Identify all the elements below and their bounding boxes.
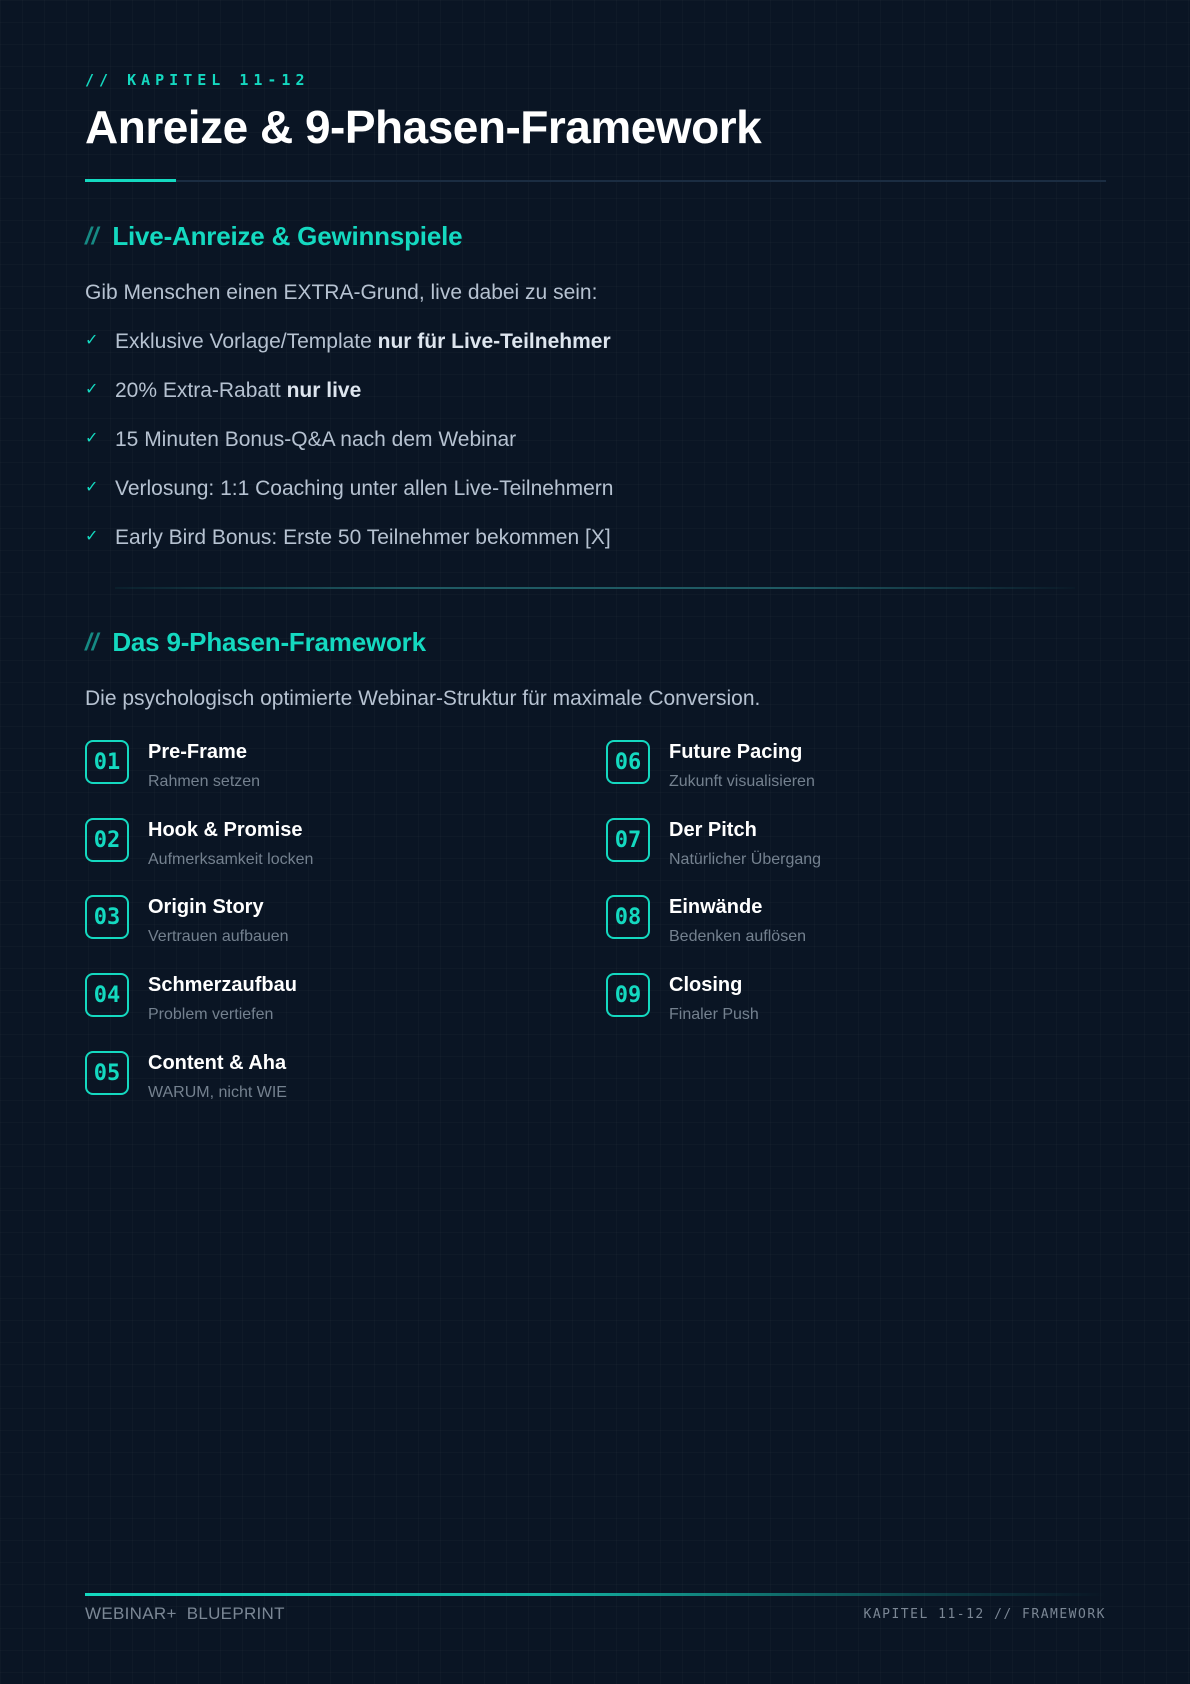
checklist-item-text: Early Bird Bonus: Erste 50 Teilnehmer bekommen [X] xyxy=(115,526,611,549)
phase-name: Content & Aha xyxy=(148,1052,287,1074)
phase-name: Origin Story xyxy=(148,896,264,918)
check-icon: ✓ xyxy=(85,528,99,545)
phase-description: Finaler Push xyxy=(669,1006,759,1023)
framework-heading xyxy=(85,627,426,658)
phase-item xyxy=(85,818,313,870)
framework-intro: Die psychologisch optimierte Webinar-Struktur für maximale Conversion. xyxy=(85,687,761,710)
footer-brand: WEBINAR+ BLUEPRINT xyxy=(85,1604,285,1623)
phase-number-badge: 03 xyxy=(85,895,129,939)
phase-number-badge: 07 xyxy=(606,818,650,862)
phase-description: Zukunft visualisieren xyxy=(669,773,815,790)
section-slash-icon: // xyxy=(85,222,99,250)
phase-number-badge: 02 xyxy=(85,818,129,862)
check-icon: ✓ xyxy=(85,332,99,349)
phase-number-badge: 06 xyxy=(606,740,650,784)
checklist-item-text: Verlosung: 1:1 Coaching unter allen Live-Teilnehmern xyxy=(115,477,614,500)
incentives-intro: Gib Menschen einen EXTRA-Grund, live dabei zu sein: xyxy=(85,281,598,304)
phase-number-badge: 08 xyxy=(606,895,650,939)
incentives-checklist xyxy=(85,330,613,575)
section-divider xyxy=(115,587,1075,589)
footer-section-label: KAPITEL 11-12 // FRAMEWORK xyxy=(863,1607,1106,1622)
incentives-heading xyxy=(85,221,462,252)
phase-description: WARUM, nicht WIE xyxy=(148,1084,287,1101)
phase-name: Einwände xyxy=(669,896,763,918)
check-icon: ✓ xyxy=(85,479,99,496)
phase-item xyxy=(85,973,297,1025)
phase-name: Der Pitch xyxy=(669,819,757,841)
checklist-item xyxy=(85,428,613,477)
checklist-item-text: 15 Minuten Bonus-Q&A nach dem Webinar xyxy=(115,428,517,451)
phase-item xyxy=(606,740,815,792)
phase-name: Closing xyxy=(669,974,743,996)
phase-description: Problem vertiefen xyxy=(148,1006,274,1023)
footer-divider xyxy=(85,1593,1106,1596)
checklist-item xyxy=(85,379,613,428)
check-icon: ✓ xyxy=(85,430,99,447)
section-slash-icon: // xyxy=(85,628,99,656)
phase-description: Aufmerksamkeit locken xyxy=(148,851,314,868)
checklist-item xyxy=(85,526,613,575)
page-title: Anreize & 9-Phasen-Framework xyxy=(85,101,762,153)
phase-name: Pre-Frame xyxy=(148,741,247,763)
check-icon: ✓ xyxy=(85,381,99,398)
phase-description: Rahmen setzen xyxy=(148,773,261,790)
phase-item xyxy=(85,740,260,792)
phase-description: Vertrauen aufbauen xyxy=(148,928,289,945)
phase-number-badge: 05 xyxy=(85,1051,129,1095)
phase-name: Hook & Promise xyxy=(148,819,303,841)
phase-item xyxy=(606,895,806,947)
incentives-title: Live-Anreize & Gewinnspiele xyxy=(112,221,463,251)
checklist-item xyxy=(85,477,613,526)
title-divider-accent xyxy=(85,179,176,182)
checklist-item-text: 20% Extra-Rabatt nur live xyxy=(115,379,362,402)
phase-item xyxy=(85,1051,287,1103)
phase-number-badge: 01 xyxy=(85,740,129,784)
chapter-kicker: // KAPITEL 11-12 xyxy=(85,71,310,89)
phase-description: Bedenken auflösen xyxy=(669,928,806,945)
phase-number-badge: 04 xyxy=(85,973,129,1017)
phase-number-badge: 09 xyxy=(606,973,650,1017)
phase-item xyxy=(85,895,289,947)
phase-name: Future Pacing xyxy=(669,741,803,763)
page xyxy=(85,0,1106,1684)
phase-description: Natürlicher Übergang xyxy=(669,851,822,868)
title-divider xyxy=(85,180,1106,182)
framework-title: Das 9-Phasen-Framework xyxy=(112,627,426,657)
checklist-item xyxy=(85,330,613,379)
phase-name: Schmerzaufbau xyxy=(148,974,297,996)
phase-item xyxy=(606,818,821,870)
phase-item xyxy=(606,973,759,1025)
checklist-item-text: Exklusive Vorlage/Template nur für Live-Teilnehmer xyxy=(115,330,611,353)
